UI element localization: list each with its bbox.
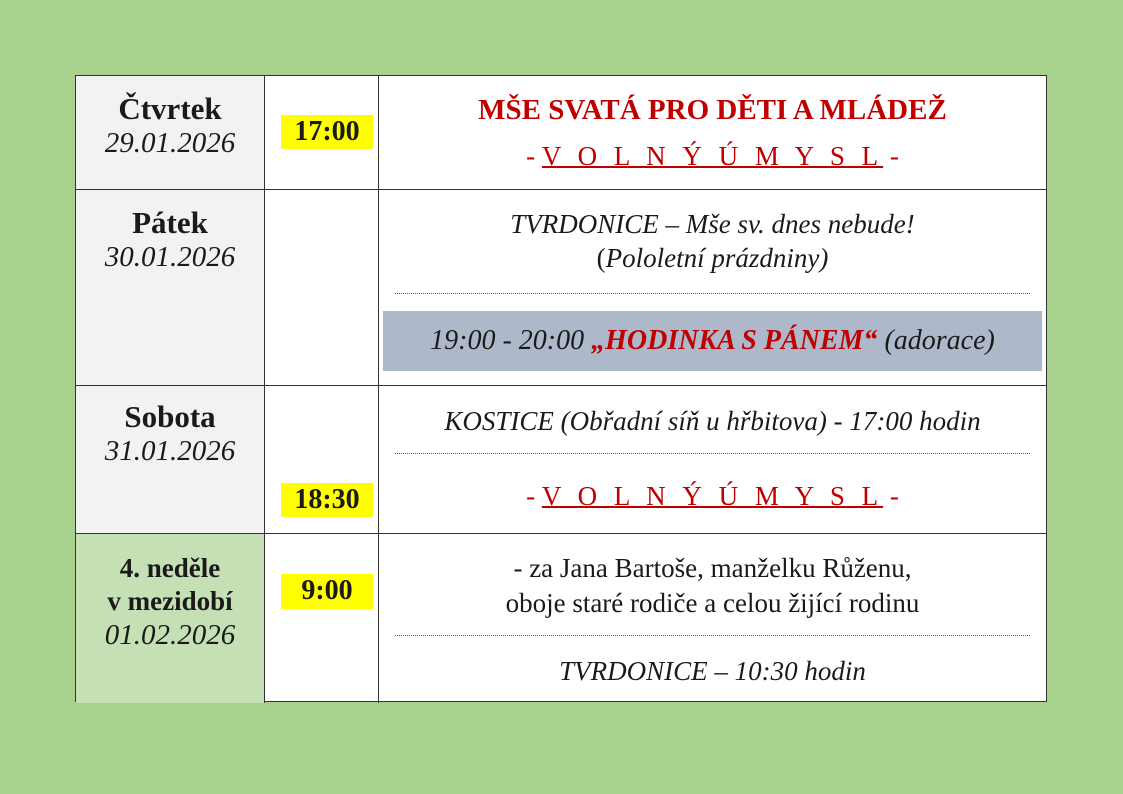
- day-date: 01.02.2026: [104, 619, 236, 651]
- adoration-title: „HODINKA S PÁNEM“: [591, 325, 878, 356]
- time-badge: 17:00: [281, 115, 373, 149]
- intention-dash-left: -: [526, 481, 536, 511]
- day-name-line2: v mezidobí: [107, 586, 233, 616]
- holiday-paren: (: [596, 243, 606, 273]
- time-cell: [265, 386, 379, 533]
- intention-dash-right: -: [889, 481, 899, 511]
- divider: [395, 453, 1030, 454]
- info-cell: [379, 386, 1046, 533]
- notice-line: TVRDONICE – Mše sv. dnes nebude!: [510, 209, 915, 239]
- time-badge: 9:00: [281, 574, 373, 609]
- mass-title: MŠE SVATÁ PRO DĚTI A MLÁDEŽ: [478, 94, 947, 126]
- location-line: KOSTICE (Obřadní síň u hřbitova) - 17:00 hodin: [444, 406, 981, 436]
- adoration-time: 19:00 - 20:00: [430, 325, 585, 356]
- time-badge: 18:30: [281, 483, 373, 517]
- adoration-note: (adorace): [884, 325, 995, 356]
- day-date: 30.01.2026: [104, 241, 236, 273]
- schedule-row-saturday: [76, 386, 1046, 534]
- time-cell: [265, 534, 379, 703]
- time-cell: [265, 190, 379, 385]
- day-cell: [76, 386, 265, 533]
- day-cell: [76, 190, 265, 385]
- holiday-line: [379, 242, 1046, 274]
- intention-dash-left: -: [526, 141, 536, 171]
- mass-intention: [379, 140, 1046, 172]
- mass-intention: [379, 480, 1046, 512]
- divider: [395, 293, 1030, 294]
- day-name-line1: 4. neděle: [119, 553, 221, 583]
- info-cell: [379, 534, 1046, 703]
- day-name: Čtvrtek: [118, 91, 222, 126]
- schedule-row-sunday: [76, 534, 1046, 703]
- intention-text: V O L N Ý Ú M Y S L: [541, 481, 884, 511]
- intention-line: - za Jana Bartoše, manželku Růženu,: [513, 553, 912, 583]
- holiday-text: Pololetní prázdniny): [605, 243, 829, 273]
- intention-line-2: oboje staré rodiče a celou žijící rodinu: [505, 588, 920, 618]
- schedule-row-friday: [76, 190, 1046, 386]
- schedule-row-thursday: [76, 76, 1046, 190]
- day-date: 29.01.2026: [104, 127, 236, 159]
- intention-dash-right: -: [889, 141, 899, 171]
- day-name: Pátek: [132, 205, 208, 240]
- day-date: 31.01.2026: [104, 435, 236, 467]
- info-cell: [379, 190, 1046, 385]
- day-cell: [76, 534, 265, 703]
- divider: [395, 635, 1030, 636]
- location-line: TVRDONICE – 10:30 hodin: [559, 656, 866, 686]
- time-cell: [265, 76, 379, 189]
- info-cell: [379, 76, 1046, 189]
- day-name: Sobota: [124, 399, 216, 434]
- day-cell: [76, 76, 265, 189]
- adoration-band: [383, 311, 1042, 371]
- mass-schedule-table: [75, 75, 1047, 702]
- intention-text: V O L N Ý Ú M Y S L: [541, 141, 884, 171]
